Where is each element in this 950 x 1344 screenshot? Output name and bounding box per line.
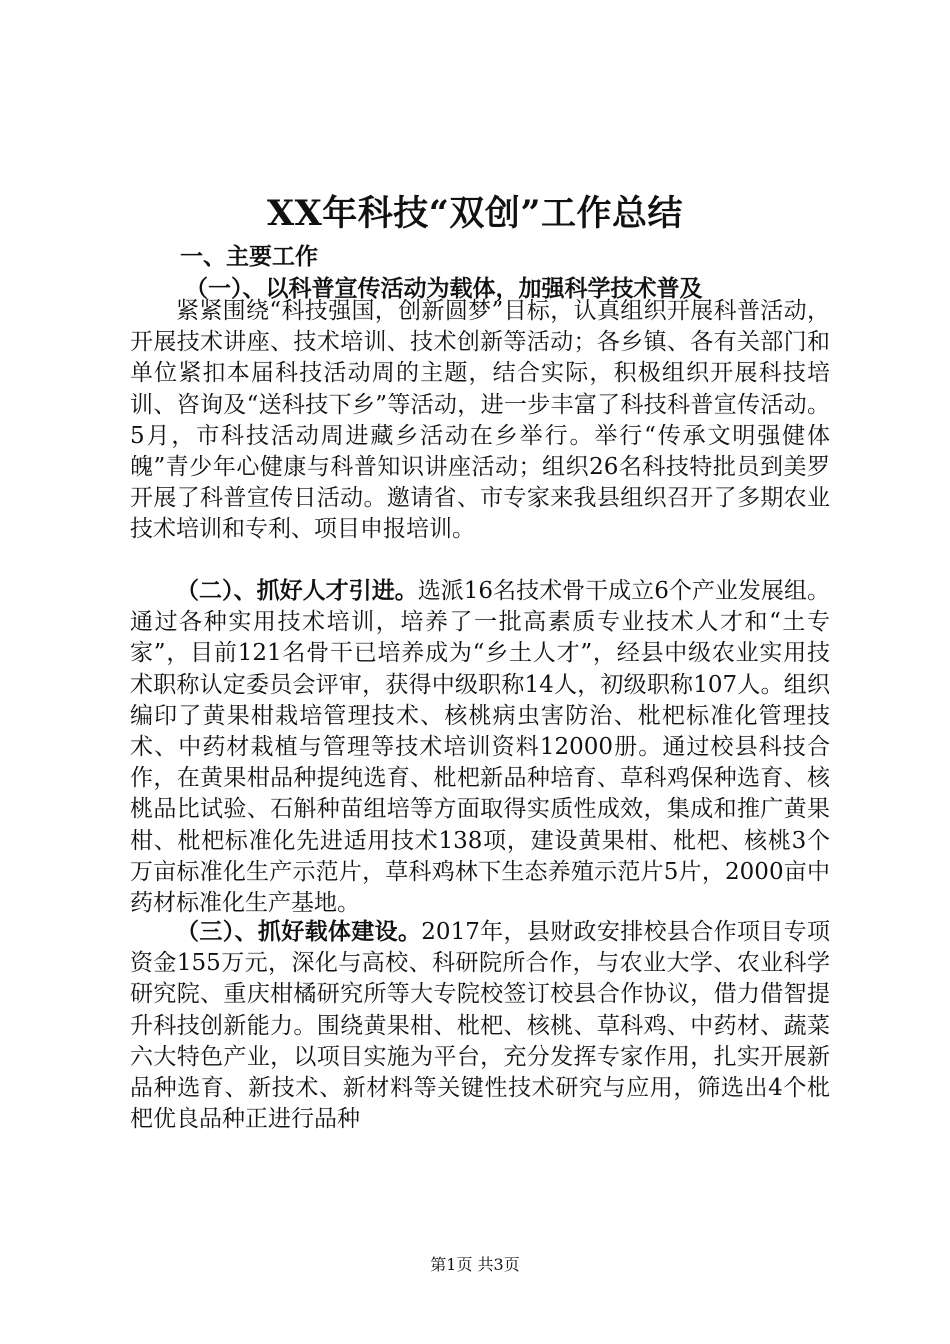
paragraph-heading-talent: （二）、抓好人才引进。 [176, 577, 418, 604]
subsection-heading-science-popularization: （一）、以科普宣传活动为载体，加强科学技术普及 [185, 275, 703, 302]
paragraph-text: 选派16名技术骨干成立6个产业发展组。通过各种实用技术培训，培养了一批高素质专业技术人才和“土专家”，目前121名骨干已培养成为“乡土人才”，经县中级农业实用技术职称认定委员会评审，获得中级职称14人，初级职称107人。组织编印了黄果柑栽培管理技术、核桃病虫害防治、枇杷标准化管理技术、中药材栽植与管理等技术培训资料12000册。通过校县科技合作，在黄果柑品种提纯选育、枇杷新品种培育、草科鸡保种选育、核桃品比试验、石斛种苗组培等方面取得实质性成效，集成和推广黄果柑、枇杷标准化先进适用技术138项，建设黄果柑、枇杷、核桃3个万亩标准化生产示范片，草科鸡林下生态养殖示范片5片，2000亩中药材标准化生产基地。 [130, 578, 830, 917]
paragraph-text: 2017年，县财政安排校县合作项目专项资金155万元，深化与高校、科研院所合作，与农业大学、农业科学研究院、重庆柑橘研究所等大专院校签订校县合作协议，借力借智提升科技创新能力。围绕黄果柑、枇杷、核桃、草科鸡、中药材、蔬菜六大特色产业，以项目实施为平台，充分发挥专家作用，扎实开展新品种选育、新技术、新材料等关键性技术研究与应用，筛选出4个枇杷优良品种正进行品种 [130, 919, 830, 1133]
paragraph-science-popularization [130, 296, 830, 546]
paragraph-heading-carrier: （三）、抓好载体建设。 [176, 918, 422, 945]
paragraph-talent-introduction [130, 575, 830, 919]
document-title: XX年科技“双创”工作总结 [266, 193, 684, 234]
paragraph-carrier-construction [130, 916, 830, 1135]
section-heading-main-work: 一、主要工作 [180, 243, 318, 270]
paragraph-text: 紧紧围绕“科技强国，创新圆梦”目标，认真组织开展科普活动，开展技术讲座、技术培训、技术创新等活动；各乡镇、各有关部门和单位紧扣本届科技活动周的主题，结合实际，积极组织开展科技培训、咨询及“送科技下乡”等活动，进一步丰富了科技科普宣传活动。5月，市科技活动周进藏乡活动在乡举行。举行“传承文明强健体魄”青少年心健康与科普知识讲座活动；组织26名科技特批员到美罗开展了科普宣传日活动。邀请省、市专家来我县组织召开了多期农业技术培训和专利、项目申报培训。 [130, 298, 830, 543]
page-footer: 第1页 共3页 [430, 1255, 520, 1274]
